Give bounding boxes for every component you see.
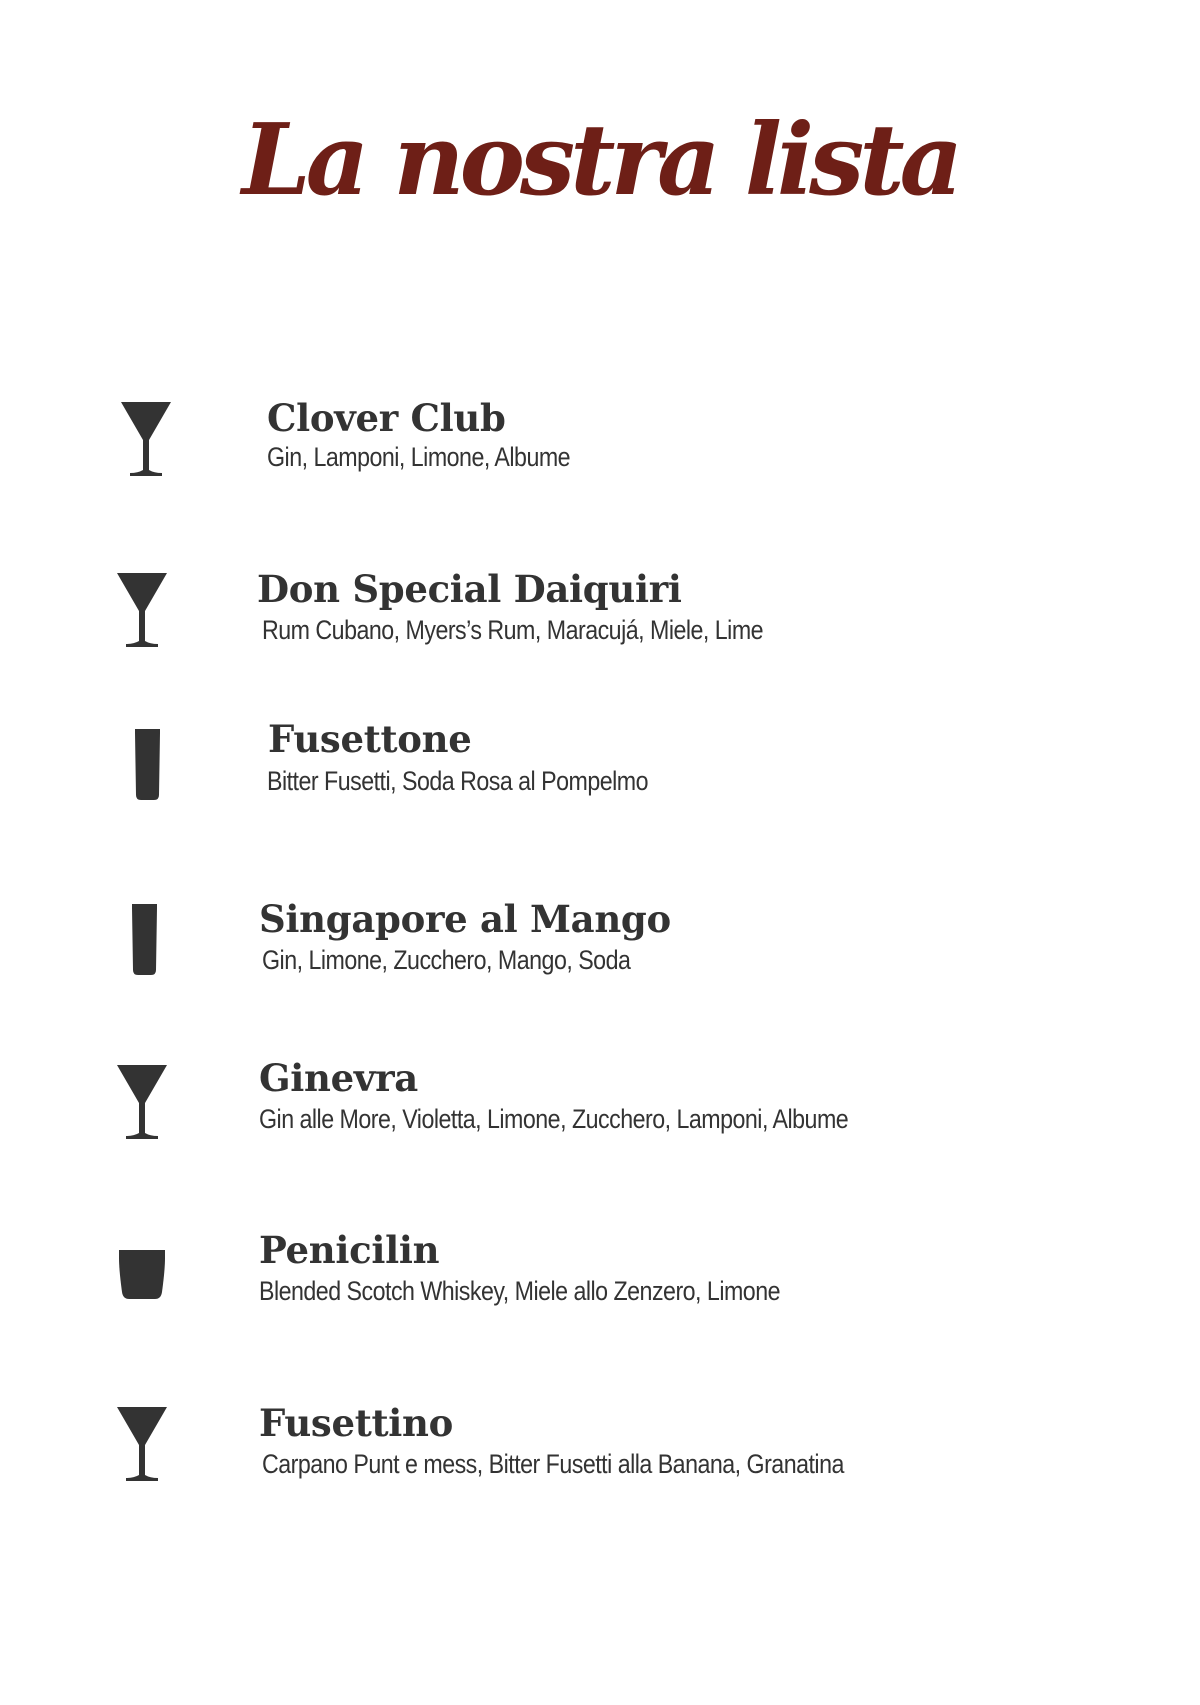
martini-glass-icon	[114, 571, 174, 651]
item-name: Don Special Daiquiri	[257, 567, 682, 611]
menu-item-fusettone	[0, 717, 1200, 817]
item-ingredients: Gin, Limone, Zucchero, Mango, Soda	[262, 945, 631, 975]
menu-item-ginevra	[0, 1056, 1200, 1153]
martini-glass-icon	[114, 1063, 174, 1143]
item-name: Ginevra	[259, 1056, 418, 1100]
menu-item-don-special-daiquiri	[0, 567, 1200, 661]
item-ingredients: Gin, Lamponi, Limone, Albume	[267, 442, 571, 472]
item-name: Penicilin	[259, 1228, 440, 1272]
item-ingredients: Bitter Fusetti, Soda Rosa al Pompelmo	[267, 766, 648, 796]
menu-item-singapore-al-mango	[0, 897, 1200, 992]
item-name: Singapore al Mango	[259, 897, 671, 941]
item-ingredients: Blended Scotch Whiskey, Miele allo Zenzero, Limone	[259, 1276, 780, 1306]
item-name: Fusettino	[259, 1401, 454, 1445]
menu-item-fusettino	[0, 1401, 1200, 1495]
rocks-glass-icon	[112, 1248, 172, 1328]
page-title: La nostra lista	[241, 103, 959, 218]
highball-glass-icon	[118, 727, 178, 807]
item-ingredients: Carpano Punt e mess, Bitter Fusetti alla Banana, Granatina	[262, 1449, 844, 1479]
martini-glass-icon	[114, 1405, 174, 1485]
martini-glass-icon	[118, 400, 178, 480]
item-ingredients: Gin alle More, Violetta, Limone, Zucchero, Lamponi, Albume	[259, 1104, 849, 1134]
item-name: Clover Club	[267, 396, 506, 440]
menu-item-penicilin	[0, 1228, 1200, 1338]
menu-item-clover-club	[0, 396, 1200, 490]
item-ingredients: Rum Cubano, Myers’s Rum, Maracujá, Miele, Lime	[262, 615, 764, 645]
highball-glass-icon	[115, 902, 175, 982]
item-name: Fusettone	[268, 717, 472, 761]
